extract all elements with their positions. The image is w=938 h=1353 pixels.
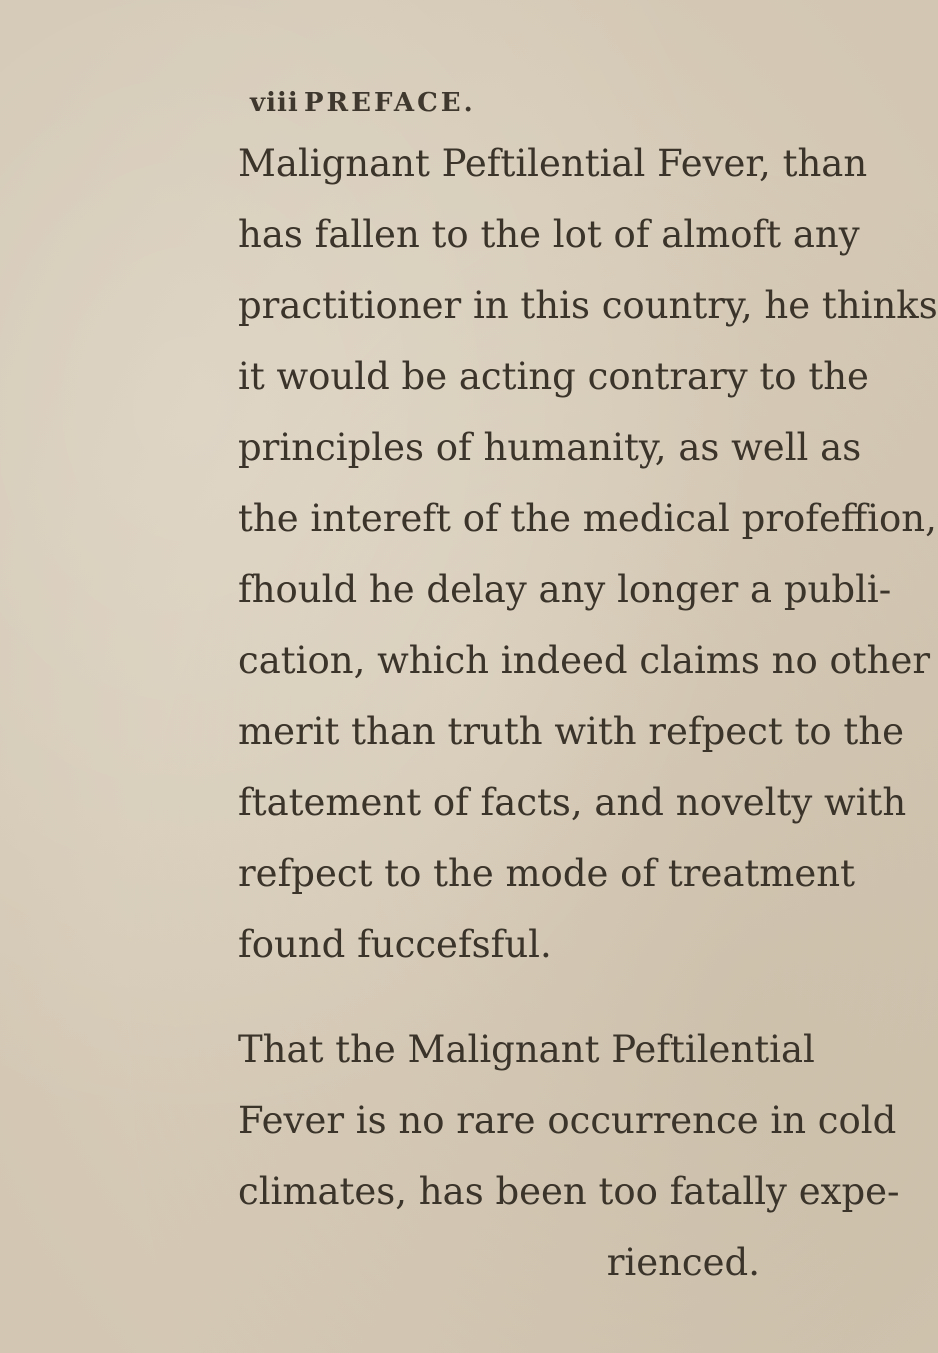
text-line: fhould he delay any longer a publi-: [238, 568, 892, 611]
page-number: viii: [250, 88, 299, 118]
text-line: That the Malignant Peftilential: [238, 1028, 815, 1071]
running-title: PREFACE.: [304, 88, 476, 118]
text-line: rienced.: [606, 1241, 760, 1284]
text-line: merit than truth with refpect to the: [238, 710, 904, 753]
text-line: found fuccefsful.: [238, 923, 552, 966]
text-line: the intereft of the medical profeffion,: [238, 497, 937, 540]
running-head: [252, 88, 800, 128]
text-line: has fallen to the lot of almoft any: [238, 213, 860, 256]
text-line: principles of humanity, as well as: [238, 426, 862, 469]
text-line: climates, has been too fatally expe-: [238, 1170, 900, 1213]
text-line: practitioner in this country, he thinks: [238, 284, 938, 327]
text-line: it would be acting contrary to the: [238, 355, 869, 398]
text-line: cation, which indeed claims no other: [238, 639, 931, 682]
text-line: refpect to the mode of treatment: [238, 852, 855, 895]
text-line: ftatement of facts, and novelty with: [238, 781, 907, 824]
text-line: Malignant Peftilential Fever, than: [238, 142, 868, 185]
text-line: Fever is no rare occurrence in cold: [238, 1099, 897, 1142]
